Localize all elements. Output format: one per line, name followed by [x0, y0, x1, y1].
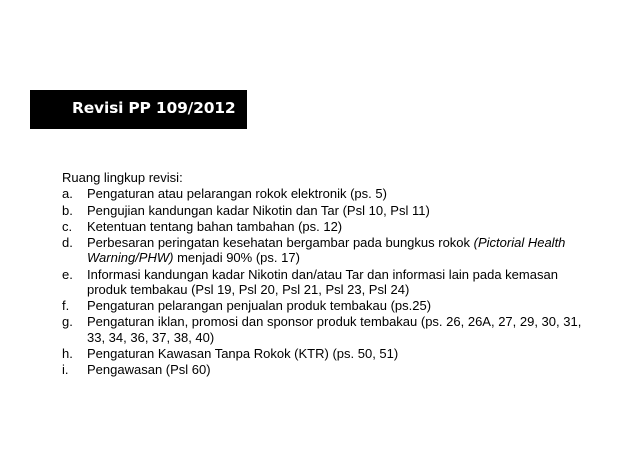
list-item — [62, 362, 582, 377]
list-marker: e. — [62, 266, 73, 282]
list-item-text: Pengaturan atau pelarangan rokok elektronik (ps. 5) — [87, 186, 387, 202]
list-marker: b. — [62, 202, 73, 218]
slide-title: Revisi PP 109/2012 — [72, 99, 236, 117]
title-bar — [30, 90, 247, 129]
list-item-text-part: menjadi 90% (ps. 17) — [173, 250, 300, 266]
content-block — [62, 170, 582, 378]
list-item-text: Pengaturan Kawasan Tanpa Rokok (KTR) (ps. 50, 51) — [87, 345, 399, 361]
list-item — [62, 186, 582, 201]
list-item — [62, 298, 582, 313]
list-marker: c. — [62, 218, 73, 234]
list-item — [62, 346, 582, 361]
list-marker: h. — [62, 345, 73, 361]
list-item-text: Pengaturan pelarangan penjualan produk tembakau (ps.25) — [87, 298, 432, 314]
list-item-text — [87, 235, 582, 265]
list-item-text: Ketentuan tentang bahan tambahan (ps. 12) — [87, 218, 343, 234]
list-item-text: Informasi kandungan kadar Nikotin dan/atau Tar dan informasi lain pada kemasan produk tembakau (Psl 19, Psl 20, Psl 21, Psl 23, Psl 24) — [87, 266, 558, 297]
list-item-text: Pengujian kandungan kadar Nikotin dan Tar (Psl 10, Psl 11) — [87, 202, 430, 218]
revisi-list — [62, 186, 582, 377]
intro-text: Ruang lingkup revisi: — [62, 170, 183, 185]
list-marker: a. — [62, 186, 73, 202]
list-item — [62, 267, 582, 297]
list-marker: i. — [62, 362, 69, 378]
list-item — [62, 235, 582, 265]
list-item-text: Pengaturan iklan, promosi dan sponsor produk tembakau (ps. 26, 26A, 27, 29, 30, 31, 33, 34, 36, 37, 38, 40) — [87, 314, 582, 345]
list-item — [62, 203, 582, 218]
list-item-text-part: Perbesaran peringatan kesehatan bergambar pada bungkus rokok — [87, 235, 474, 251]
list-item-text-italic: (Pictorial Health Warning/PHW) — [87, 235, 566, 266]
list-marker: f. — [62, 298, 70, 314]
list-item — [62, 219, 582, 234]
list-item — [62, 314, 582, 344]
list-item-text: Pengawasan (Psl 60) — [87, 362, 211, 378]
list-marker: g. — [62, 314, 73, 330]
list-marker: d. — [62, 235, 73, 251]
